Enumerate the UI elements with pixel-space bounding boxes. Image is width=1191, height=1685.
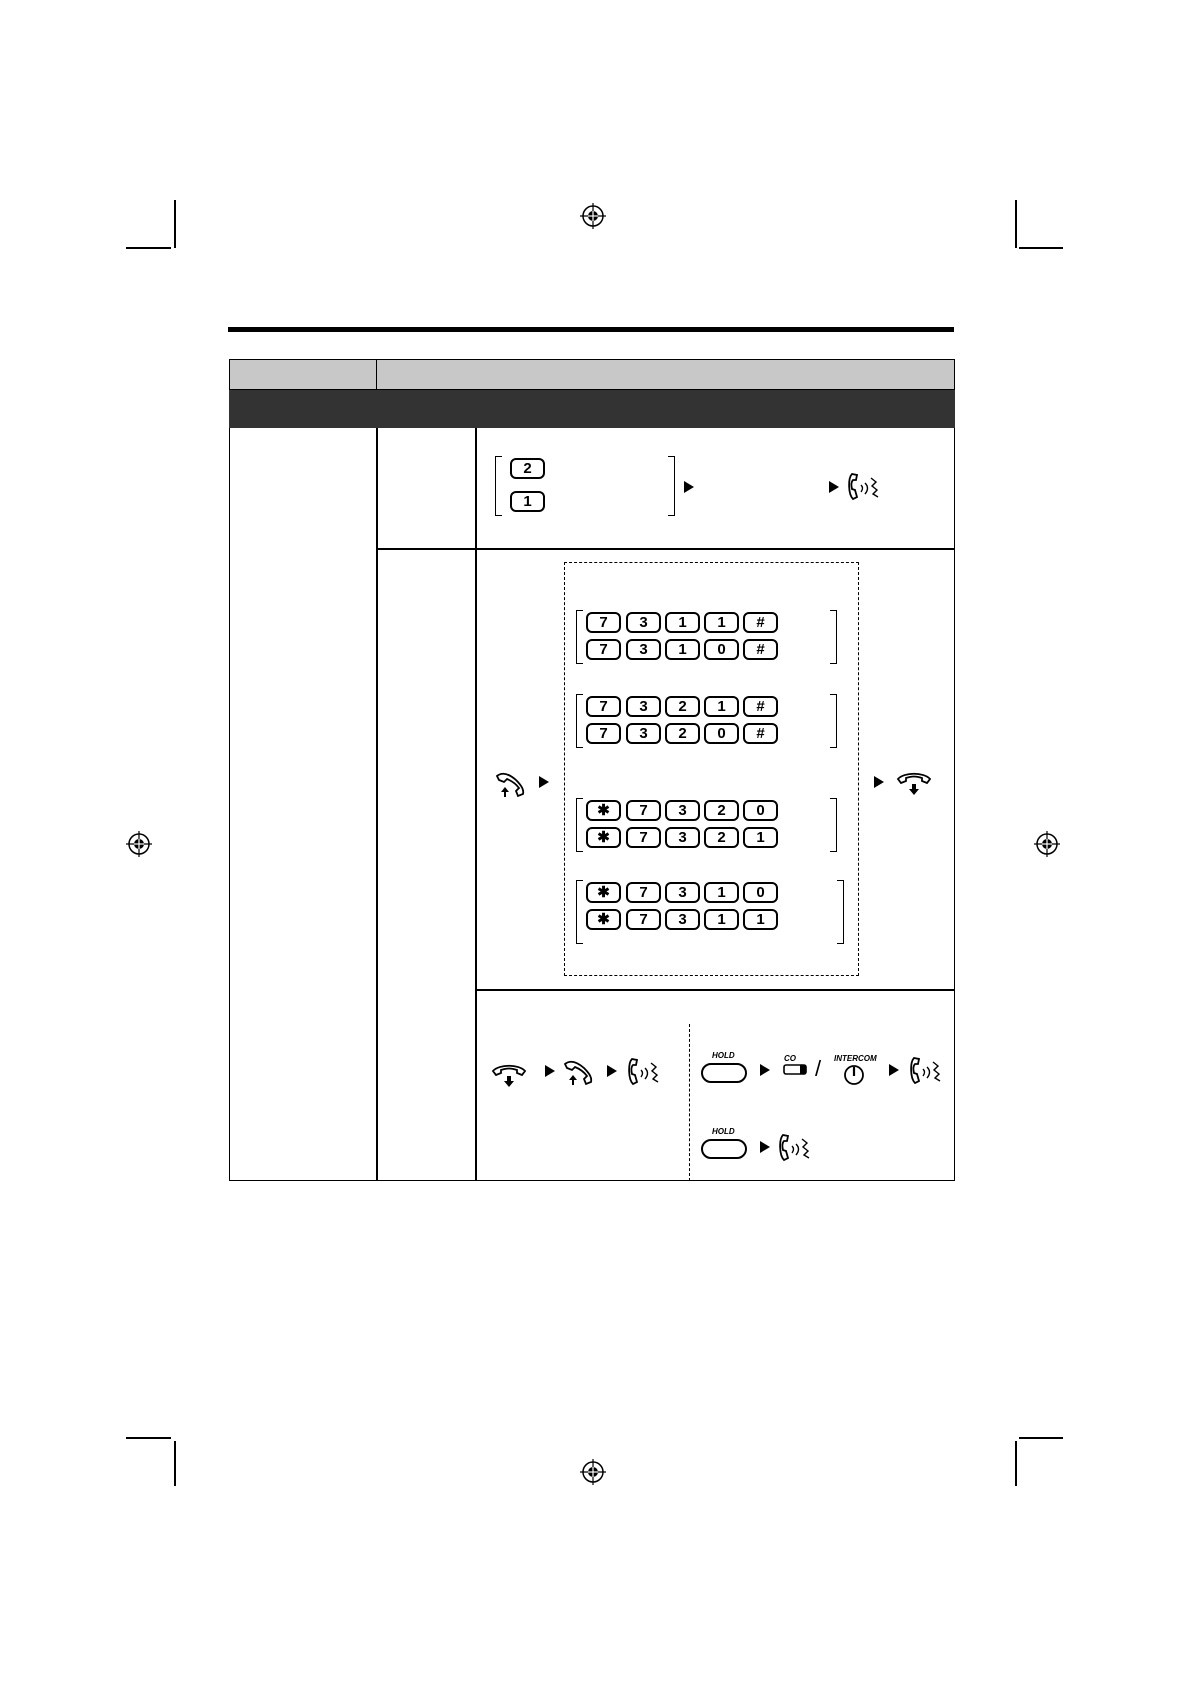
on-hook-icon bbox=[896, 770, 932, 796]
dial-key[interactable]: 0 bbox=[743, 800, 778, 821]
dial-key[interactable]: 0 bbox=[743, 882, 778, 903]
dial-key[interactable]: 3 bbox=[626, 612, 661, 633]
dial-key[interactable]: 1 bbox=[704, 612, 739, 633]
talk-icon bbox=[777, 1133, 813, 1163]
dial-key[interactable]: 3 bbox=[665, 800, 700, 821]
section-rule bbox=[228, 327, 954, 332]
registration-mark-icon bbox=[580, 203, 606, 229]
dial-key[interactable]: 2 bbox=[665, 696, 700, 717]
dial-key[interactable]: 2 bbox=[665, 723, 700, 744]
dial-key[interactable]: 7 bbox=[626, 882, 661, 903]
hold-button[interactable] bbox=[701, 1139, 747, 1159]
bracket bbox=[837, 880, 844, 944]
dial-key[interactable]: 3 bbox=[665, 827, 700, 848]
dial-key[interactable]: 2 bbox=[704, 800, 739, 821]
dial-key[interactable]: 1 bbox=[743, 909, 778, 930]
crop-mark bbox=[1015, 200, 1017, 248]
talk-icon bbox=[908, 1056, 944, 1086]
crop-mark bbox=[1019, 1437, 1063, 1439]
star-key[interactable]: ✱ bbox=[586, 800, 621, 821]
talk-icon bbox=[846, 472, 882, 502]
pound-key[interactable]: # bbox=[743, 723, 778, 744]
registration-mark-icon bbox=[580, 1459, 606, 1485]
bracket bbox=[495, 456, 502, 516]
arrow-icon bbox=[760, 1064, 770, 1076]
table-header-cell bbox=[229, 359, 377, 390]
bracket bbox=[576, 610, 583, 664]
bracket bbox=[576, 694, 583, 748]
dial-key[interactable]: 2 bbox=[510, 458, 545, 479]
arrow-icon bbox=[829, 481, 839, 493]
crop-mark bbox=[1015, 1441, 1017, 1486]
off-hook-icon bbox=[494, 770, 528, 798]
dial-key[interactable]: 3 bbox=[626, 696, 661, 717]
dial-key[interactable]: 7 bbox=[586, 612, 621, 633]
crop-mark bbox=[174, 1441, 176, 1486]
table-divider bbox=[475, 989, 955, 991]
dial-key[interactable]: 1 bbox=[510, 491, 545, 512]
arrow-icon bbox=[545, 1065, 555, 1077]
bracket bbox=[668, 456, 675, 516]
arrow-icon bbox=[874, 776, 884, 788]
bracket bbox=[576, 798, 583, 852]
bracket bbox=[830, 610, 837, 664]
on-hook-icon bbox=[491, 1062, 527, 1088]
off-hook-icon bbox=[562, 1058, 596, 1086]
crop-mark bbox=[174, 200, 176, 248]
pound-key[interactable]: # bbox=[743, 612, 778, 633]
hold-label: HOLD bbox=[712, 1051, 735, 1060]
co-button[interactable] bbox=[783, 1064, 809, 1076]
dial-key[interactable]: 1 bbox=[704, 882, 739, 903]
talk-icon bbox=[626, 1057, 662, 1087]
intercom-label: INTERCOM bbox=[834, 1054, 877, 1063]
registration-mark-icon bbox=[126, 831, 152, 857]
dial-key[interactable]: 2 bbox=[704, 827, 739, 848]
dial-key[interactable]: 3 bbox=[665, 882, 700, 903]
star-key[interactable]: ✱ bbox=[586, 909, 621, 930]
arrow-icon bbox=[760, 1141, 770, 1153]
crop-mark bbox=[126, 1437, 171, 1439]
table-section-bar bbox=[229, 390, 955, 428]
registration-mark-icon bbox=[1034, 831, 1060, 857]
table-divider bbox=[376, 428, 378, 1181]
pound-key[interactable]: # bbox=[743, 696, 778, 717]
dial-key[interactable]: 1 bbox=[704, 909, 739, 930]
dashed-divider bbox=[689, 1024, 690, 1181]
table-header-cell bbox=[376, 359, 955, 390]
bracket bbox=[576, 880, 583, 944]
dial-key[interactable]: 7 bbox=[586, 639, 621, 660]
table-divider bbox=[376, 548, 955, 550]
arrow-icon bbox=[539, 776, 549, 788]
bracket bbox=[830, 694, 837, 748]
dial-key[interactable]: 7 bbox=[586, 723, 621, 744]
dial-key[interactable]: 7 bbox=[626, 800, 661, 821]
arrow-icon bbox=[684, 481, 694, 493]
dial-key[interactable]: 3 bbox=[626, 723, 661, 744]
arrow-icon bbox=[607, 1065, 617, 1077]
dial-key[interactable]: 3 bbox=[665, 909, 700, 930]
dial-key[interactable]: 0 bbox=[704, 723, 739, 744]
crop-mark bbox=[1019, 247, 1063, 249]
dial-key[interactable]: 7 bbox=[626, 827, 661, 848]
bracket bbox=[830, 798, 837, 852]
co-label: CO bbox=[784, 1054, 796, 1063]
dial-key[interactable]: 1 bbox=[665, 639, 700, 660]
dial-key[interactable]: 1 bbox=[704, 696, 739, 717]
table-divider bbox=[475, 428, 477, 1181]
separator: / bbox=[815, 1056, 822, 1081]
dial-key[interactable]: 7 bbox=[586, 696, 621, 717]
hold-button[interactable] bbox=[701, 1063, 747, 1083]
star-key[interactable]: ✱ bbox=[586, 882, 621, 903]
dial-key[interactable]: 3 bbox=[626, 639, 661, 660]
crop-mark bbox=[126, 247, 171, 249]
dial-key[interactable]: 7 bbox=[626, 909, 661, 930]
pound-key[interactable]: # bbox=[743, 639, 778, 660]
dial-key[interactable]: 1 bbox=[743, 827, 778, 848]
hold-label: HOLD bbox=[712, 1127, 735, 1136]
arrow-icon bbox=[889, 1064, 899, 1076]
intercom-button[interactable] bbox=[843, 1064, 865, 1086]
dial-key[interactable]: 1 bbox=[665, 612, 700, 633]
dial-key[interactable]: 0 bbox=[704, 639, 739, 660]
star-key[interactable]: ✱ bbox=[586, 827, 621, 848]
